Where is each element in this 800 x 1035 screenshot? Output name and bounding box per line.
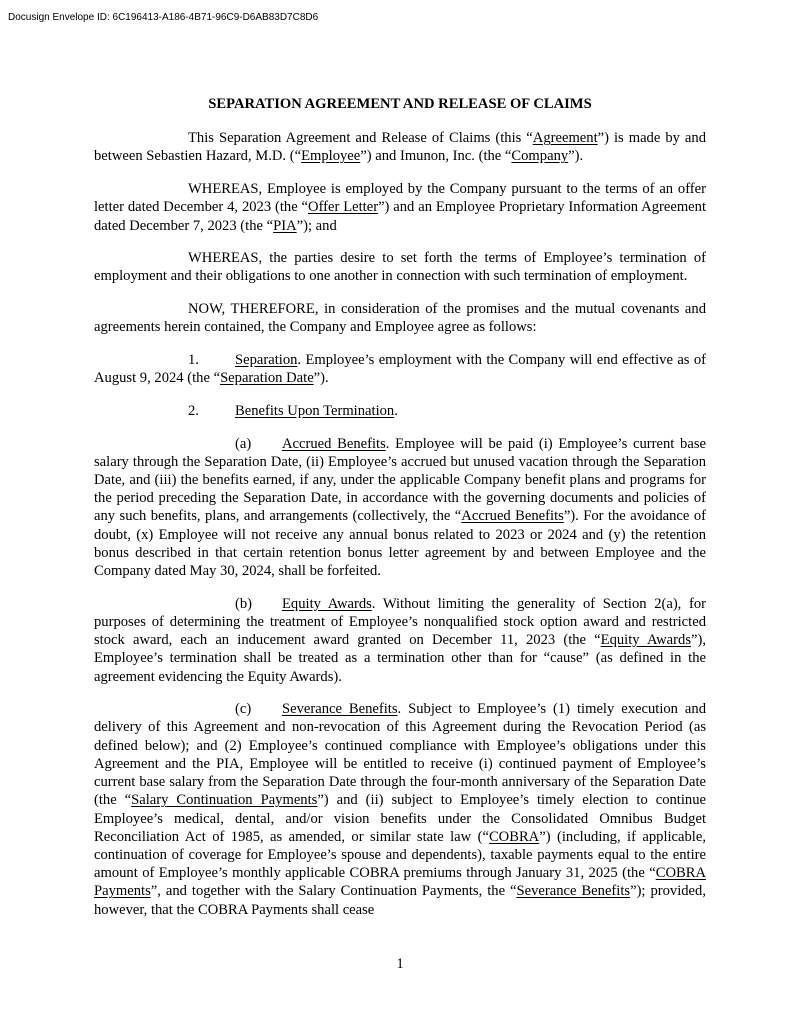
subsection-b-paragraph: [94, 595, 706, 686]
subsection-b-text-1: . Without limiting the generality of Section 2(a), for purposes of determining the treatment of Employee’s nonqualified stock option award and restricted stock award, each an inducement award granted on December 11, 2023 (the “: [94, 595, 706, 649]
section-2-number: 2.: [188, 402, 199, 419]
intro-text-3: ”) and Imunon, Inc. (the “: [360, 148, 512, 165]
subsection-c-text-2: ”) and (ii) subject to Employee’s timely election to continue Employee’s medical, dental, and/or vision benefits under the Consolidated Omnibus Budget Reconciliation Act of 1985, as amended, or similar state law (“: [94, 792, 706, 845]
defined-term-company: Company: [511, 148, 569, 165]
defined-term-accrued-benefits: Accrued Benefits: [461, 508, 564, 525]
defined-term-cobra-payments: COBRA Payments: [94, 865, 706, 900]
whereas1-text-3: ”); and: [296, 217, 337, 234]
defined-term-offer-letter: Offer Letter: [308, 199, 379, 216]
section-1-paragraph: [94, 351, 706, 387]
subsection-b-text-2: ”), Employee’s termination shall be treated as a termination other than for “cause” (as defined in the agreement evidencing the Equity Awards).: [94, 632, 706, 685]
now-therefore-paragraph: NOW, THEREFORE, in consideration of the promises and the mutual covenants and agreements herein contained, the Company and Employee agree as follows:: [94, 301, 706, 336]
defined-term-employee: Employee: [301, 148, 361, 165]
subsection-c-number: (c): [235, 701, 252, 718]
section-1-text-2: ”).: [313, 370, 329, 387]
subsection-a-paragraph: [94, 435, 706, 581]
subsection-b-heading: Equity Awards: [282, 595, 372, 612]
subsection-b-number: (b): [235, 595, 253, 612]
subsection-c-heading: Severance Benefits: [282, 701, 398, 718]
subsection-c-text-3: ”) (including, if applicable, continuation of coverage for Employee’s spouse and dependents), taxable payments equal to the entire amount of Employee’s monthly applicable COBRA premiums through January 31, 2025 (the “: [94, 828, 706, 882]
subsection-a-text-1: . Employee will be paid (i) Employee’s current base salary through the Separation Date, (ii) Employee’s accrued but unused vacation through the Separation Date, and (iii) the benefits earned, if any, under the applicable Company benefit plans and programs for the period preceding the Separation Date, in accordance with the governing documents and policies of any such benefits, plans, and arrangements (collectively, the “: [94, 435, 706, 525]
subsection-a-text-2: ”). For the avoidance of doubt, (x) Employee will not receive any annual bonus related to 2023 or 2024 and (y) the retention bonus described in that certain retention bonus letter agreement by and between Employee and the Company dated May 30, 2024, shall be forfeited.: [94, 508, 706, 580]
defined-term-severance-benefits: Severance Benefits: [516, 883, 631, 900]
intro-paragraph: [94, 129, 706, 165]
subsection-c-text-5: ”); provided, however, that the COBRA Payments shall cease: [94, 883, 706, 918]
whereas1-text-1: WHEREAS, Employee is employed by the Company pursuant to the terms of an offer letter dated December 4, 2023 (the “: [94, 181, 706, 216]
defined-term-agreement: Agreement: [532, 130, 598, 147]
intro-text-2: ”) is made by and between Sebastien Hazard, M.D. (“: [94, 130, 706, 165]
intro-text-1: This Separation Agreement and Release of Claims (this “: [188, 130, 533, 147]
defined-term-equity-awards: Equity Awards: [600, 632, 691, 649]
subsection-a-number: (a): [235, 435, 252, 452]
section-2-heading: Benefits Upon Termination: [235, 402, 395, 419]
section-1-number: 1.: [188, 352, 199, 369]
document-page: [94, 95, 706, 919]
subsection-c-paragraph: [94, 700, 706, 918]
section-2-text-1: .: [394, 402, 398, 419]
subsection-a-heading: Accrued Benefits: [282, 435, 386, 452]
intro-text-4: ”).: [568, 148, 584, 165]
section-1-heading: Separation: [235, 352, 298, 369]
section-2-paragraph: [94, 402, 706, 420]
section-1-text-1: . Employee’s employment with the Company will end effective as of August 9, 2024 (the “: [94, 352, 706, 387]
defined-term-salary-continuation-payments: Salary Continuation Payments: [131, 792, 318, 809]
defined-term-separation-date: Separation Date: [220, 370, 314, 387]
document-title: SEPARATION AGREEMENT AND RELEASE OF CLAIMS: [208, 96, 592, 112]
whereas1-text-2: ”) and an Employee Proprietary Information Agreement dated December 7, 2023 (the “: [94, 199, 706, 234]
envelope-id: Docusign Envelope ID: 6C196413-A186-4B71-96C9-D6AB83D7C8D6: [8, 12, 319, 23]
subsection-c-text-1: . Subject to Employee’s (1) timely execution and delivery of this Agreement and non-revocation of this Agreement during the Revocation Period (as defined below); and (2) Employee’s continued compliance with Employee’s obligations under this Agreement and the PIA, Employee will be entitled to receive (i) continued payment of Employee’s current base salary from the Separation Date through the four-month anniversary of the Separation Date (the “: [94, 701, 706, 809]
subsection-c-text-4: ”, and together with the Salary Continuation Payments, the “: [150, 883, 517, 900]
defined-term-cobra: COBRA: [488, 828, 540, 845]
page-number: 1: [396, 956, 404, 972]
whereas-paragraph-2: WHEREAS, the parties desire to set forth the terms of Employee’s termination of employment and their obligations to one another in connection with such termination of employment.: [94, 250, 706, 285]
defined-term-pia: PIA: [273, 217, 297, 234]
whereas-paragraph-1: [94, 180, 706, 235]
